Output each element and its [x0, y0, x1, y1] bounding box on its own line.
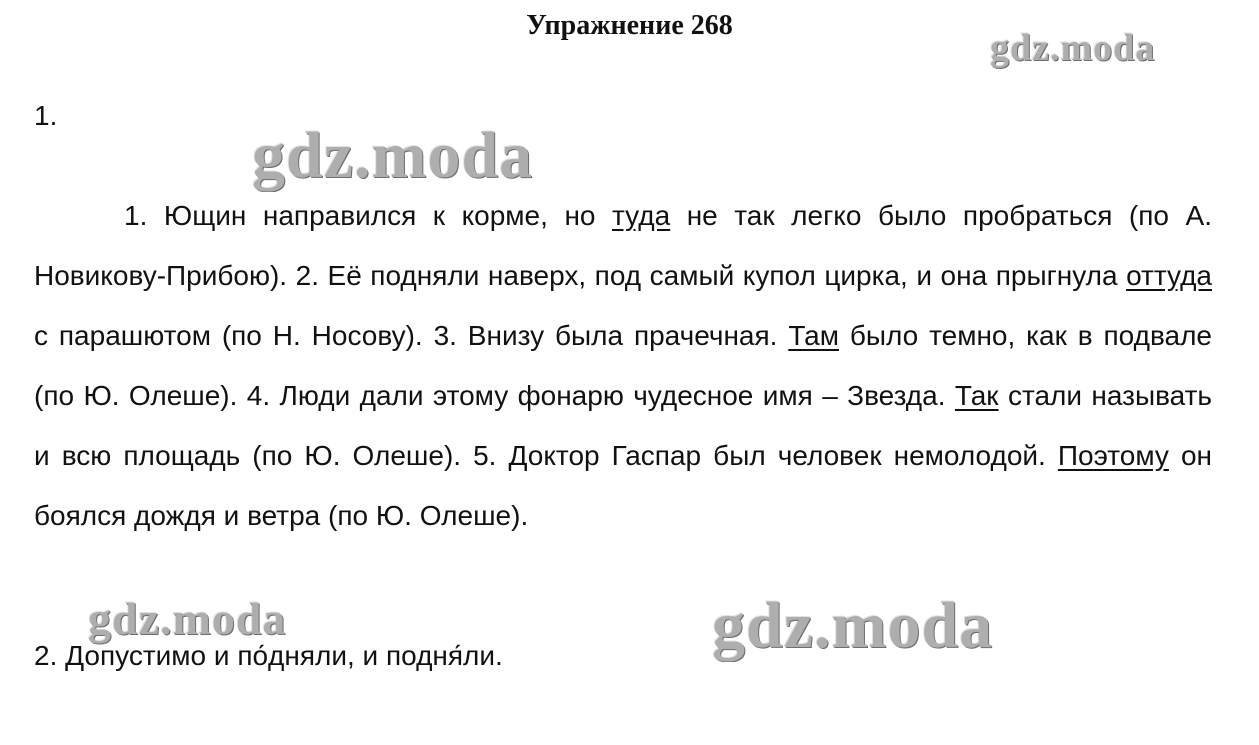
watermark-logo: gdz.moda	[252, 119, 534, 192]
watermark-logo: gdz.moda	[712, 589, 994, 662]
text-segment: 1. Ющин направился к корме, но	[124, 200, 613, 231]
text-segment: не так легко было пробраться (по А. Новикову-Прибою). 2. Её подняли наверх, под самый купол цирка, и она прыгнула	[34, 200, 1212, 291]
text-segment: стали называть и всю площадь (по Ю. Олеше). 5. Доктор Гаспар был человек немолодой.	[34, 380, 1213, 471]
underlined-word: Поэтому	[1057, 440, 1169, 471]
underlined-word: туда	[612, 200, 671, 231]
exercise-text	[34, 186, 1212, 546]
underlined-word: Там	[788, 320, 839, 351]
page-title: Упражнение 268	[526, 10, 733, 41]
answer-2-text: 2. Допустимо и по́дняли, и подня́ли.	[34, 640, 503, 671]
watermark-logo: gdz.moda	[88, 593, 287, 644]
underlined-word: Так	[954, 380, 999, 411]
text-segment: с парашютом (по Н. Носову). 3. Внизу была прачечная.	[34, 320, 789, 351]
text-segment: было темно, как в подвале (по Ю. Олеше). 4. Люди дали этому фонарю чудесное имя – Звезда.	[34, 320, 1212, 411]
watermark-logo: gdz.moda	[990, 27, 1156, 69]
text-segment: он боялся дождя и ветра (по Ю. Олеше).	[34, 440, 1212, 531]
section-1-number: 1.	[34, 100, 58, 131]
underlined-word: оттуда	[1126, 260, 1212, 291]
